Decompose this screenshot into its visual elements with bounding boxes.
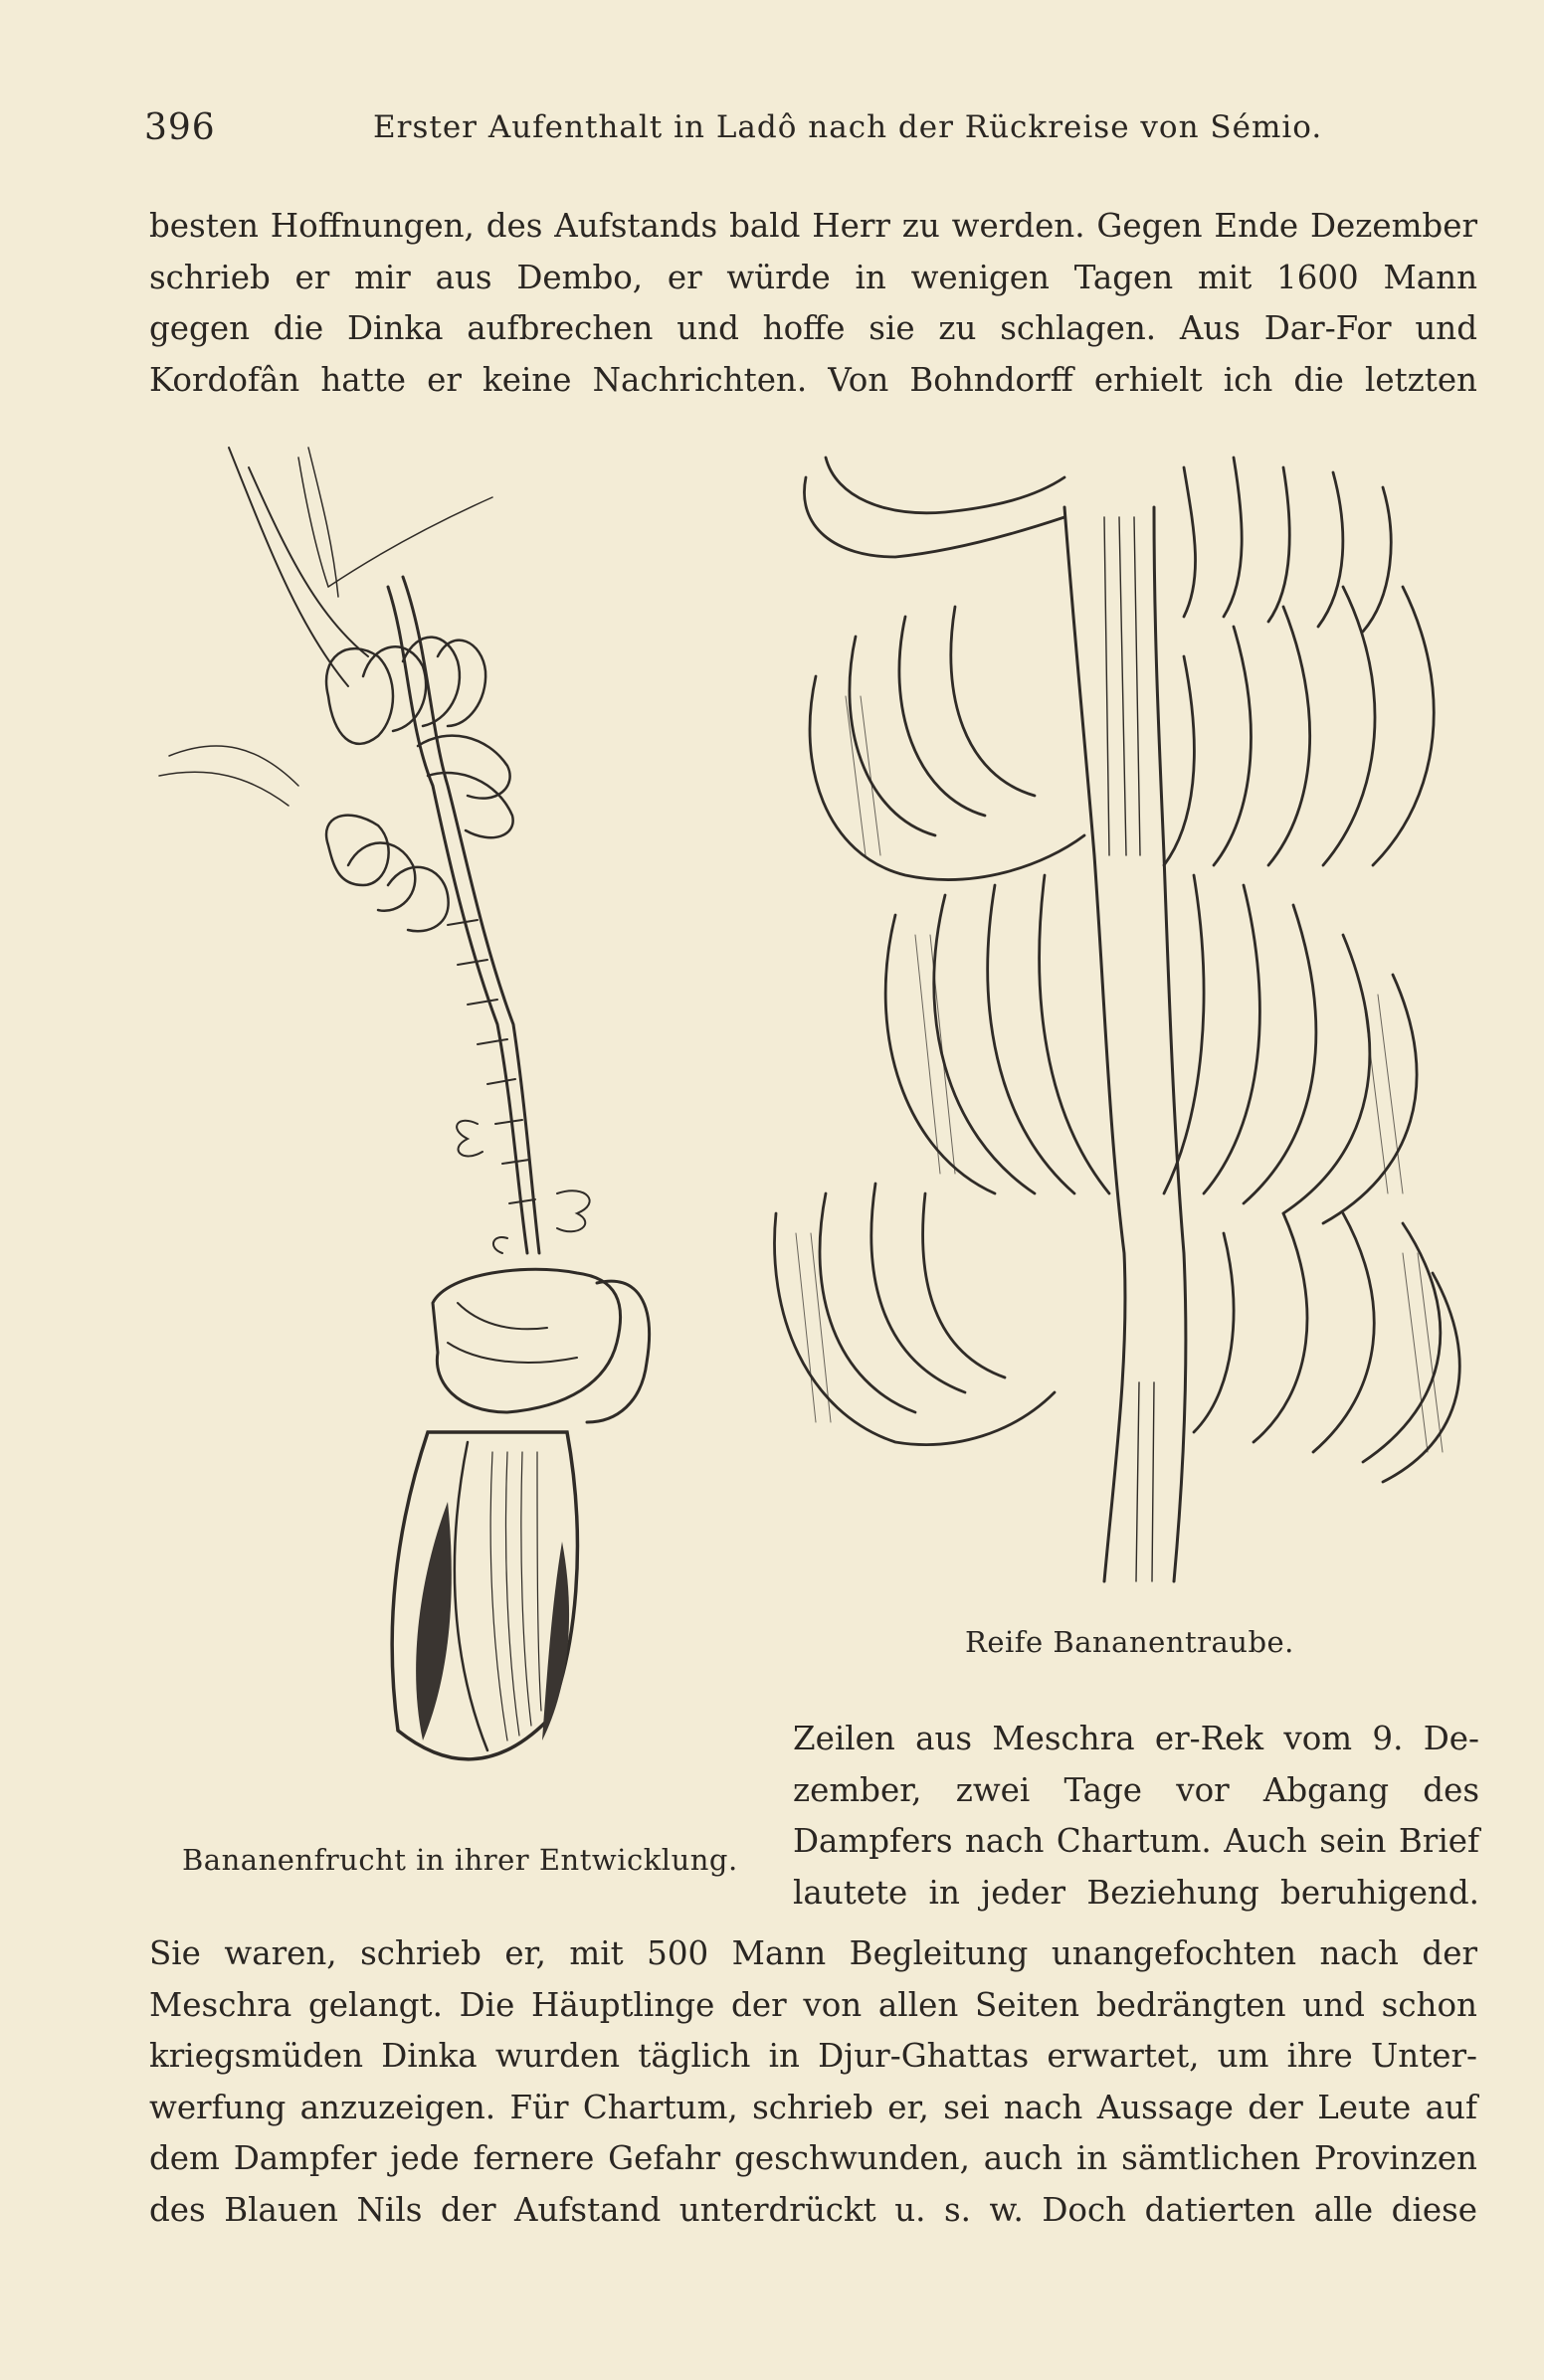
paragraph-right: [793, 1714, 1479, 1919]
text-line: kriegsmüden Dinka wurden täglich in Djur-Ghattas erwartet, um ihre Unter-: [149, 2037, 1477, 2075]
text-line: schrieb er mir aus Dembo, er würde in wenigen Tagen mit 1600 Mann: [149, 258, 1477, 296]
figure-caption-right: Reife Bananentraube.: [965, 1625, 1294, 1659]
ripe-banana-bunch-illustration: [766, 438, 1482, 1611]
paragraph-bottom: [149, 1928, 1477, 2236]
text-line: zember, zwei Tage vor Abgang des: [793, 1770, 1479, 1809]
text-line: dem Dampfer jede fernere Gefahr geschwunden, auch in sämtlichen Provinzen: [149, 2139, 1477, 2177]
text-line: lautete in jeder Beziehung beruhigend.: [793, 1873, 1479, 1912]
text-line: Zeilen aus Meschra er-Rek vom 9. De-: [793, 1720, 1479, 1757]
text-line: besten Hoffnungen, des Aufstands bald Herr zu werden. Gegen Ende Dezember: [149, 207, 1477, 245]
text-line: werfung anzuzeigen. Für Chartum, schrieb er, sei nach Aussage der Leute auf: [149, 2088, 1477, 2126]
text-line: Kordofân hatte er keine Nachrichten. Von Bohndorff erhielt ich die letzten: [149, 360, 1477, 399]
text-line: des Blauen Nils der Aufstand unterdrückt u. s. w. Doch datierten alle diese: [149, 2190, 1477, 2229]
text-line: Meschra gelangt. Die Häuptlinge der von allen Seiten bedrängten und schon: [149, 1985, 1477, 2024]
text-line: Sie waren, schrieb er, mit 500 Mann Begleitung unangefochten nach der: [149, 1934, 1477, 1972]
text-line: Dampfers nach Chartum. Auch sein Brief: [793, 1822, 1479, 1860]
page-number: 396: [144, 107, 216, 148]
figure-caption-left: Bananenfrucht in ihrer Entwicklung.: [182, 1843, 738, 1877]
running-title: Erster Aufenthalt in Ladô nach der Rückreise von Sémio.: [373, 109, 1323, 145]
paragraph-top: [149, 201, 1477, 406]
text-line: gegen die Dinka aufbrechen und hoffe sie zu schlagen. Aus Dar-For und: [149, 309, 1477, 347]
banana-flower-illustration: [149, 428, 746, 1830]
page-header: [144, 107, 1467, 157]
